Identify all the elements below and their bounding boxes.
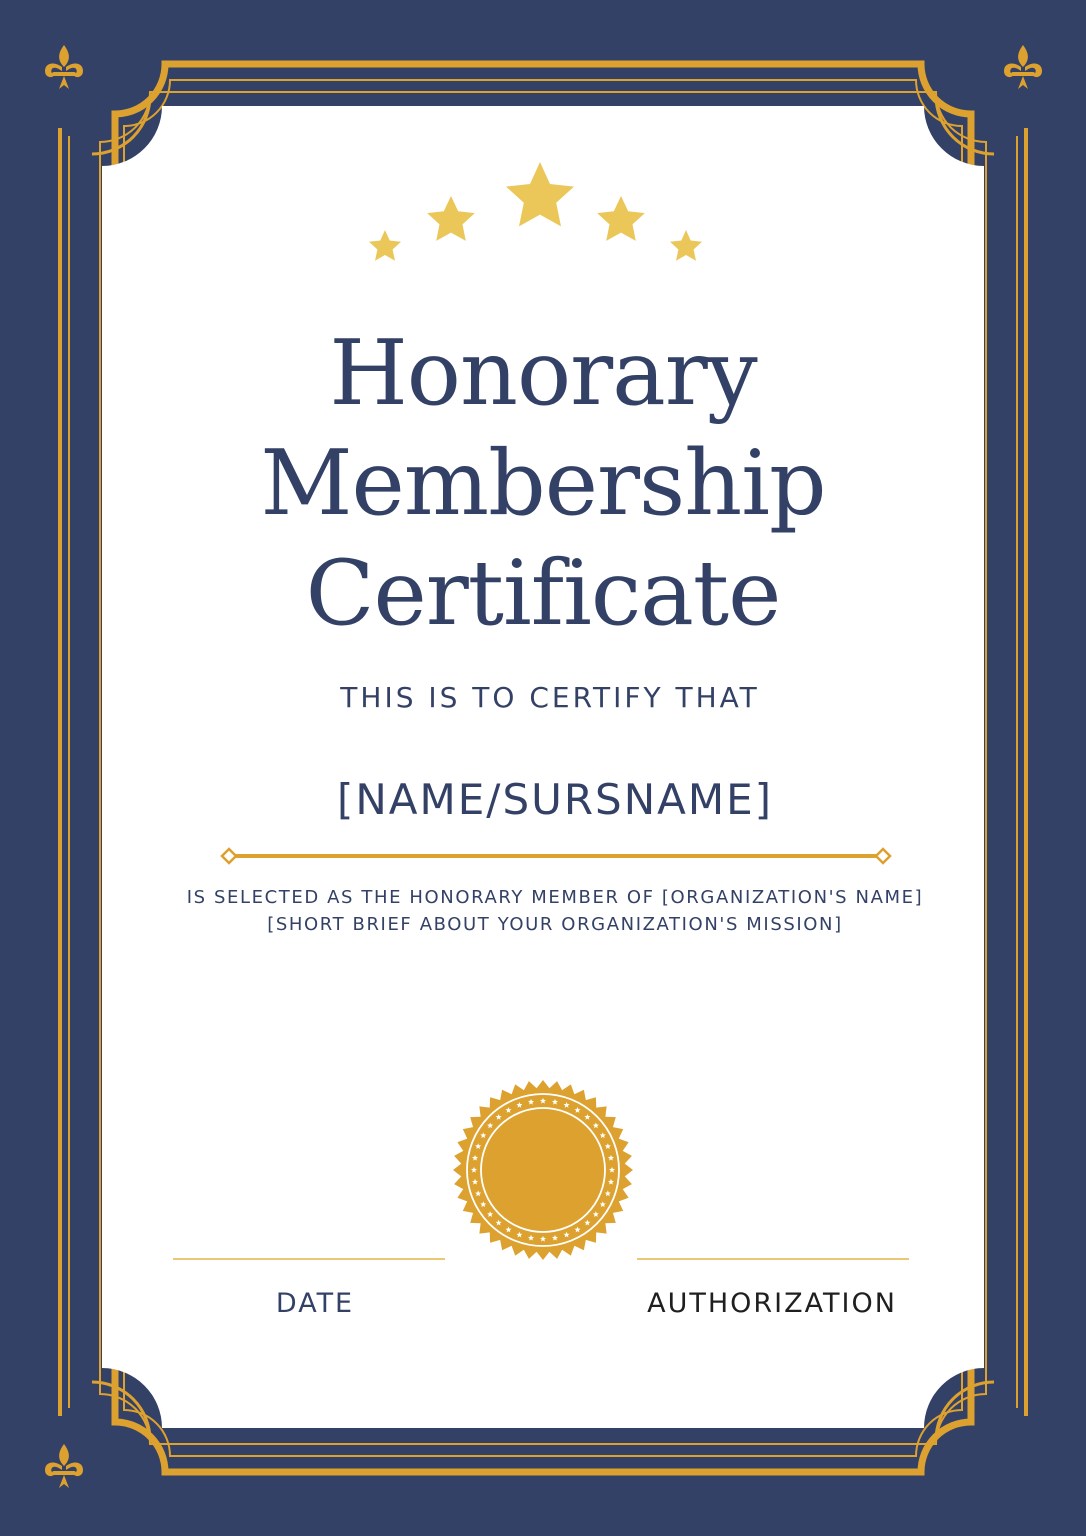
stars-row (360, 160, 720, 270)
organization-mission: [SHORT BRIEF ABOUT YOUR ORGANIZATION'S MISSION] (267, 914, 843, 935)
certificate-title-line-1: Honorary (329, 321, 757, 426)
authorization-signature-line (637, 1258, 909, 1260)
fleur-de-lis-icon (996, 41, 1050, 95)
membership-statement: IS SELECTED AS THE HONORARY MEMBER OF [ORGANIZATION'S NAME] (186, 887, 924, 908)
certificate-title-line-2: Membership (260, 431, 826, 536)
star-icon (506, 162, 574, 226)
date-signature-line (173, 1258, 445, 1260)
authorization-label: AUTHORIZATION (647, 1288, 897, 1319)
star-icon (670, 230, 702, 261)
fleur-de-lis-icon (37, 41, 91, 95)
certificate-title-line-3: Certificate (305, 541, 781, 646)
star-icon (597, 196, 645, 241)
date-label: DATE (275, 1288, 355, 1319)
fleur-de-lis-icon (37, 1440, 91, 1494)
star-icon (369, 230, 401, 261)
star-icon (427, 196, 475, 241)
recipient-name: [NAME/SURSNAME] (336, 775, 773, 824)
name-divider (220, 846, 892, 866)
certify-text: THIS IS TO CERTIFY THAT (340, 681, 760, 714)
gold-seal-icon (451, 1078, 635, 1262)
